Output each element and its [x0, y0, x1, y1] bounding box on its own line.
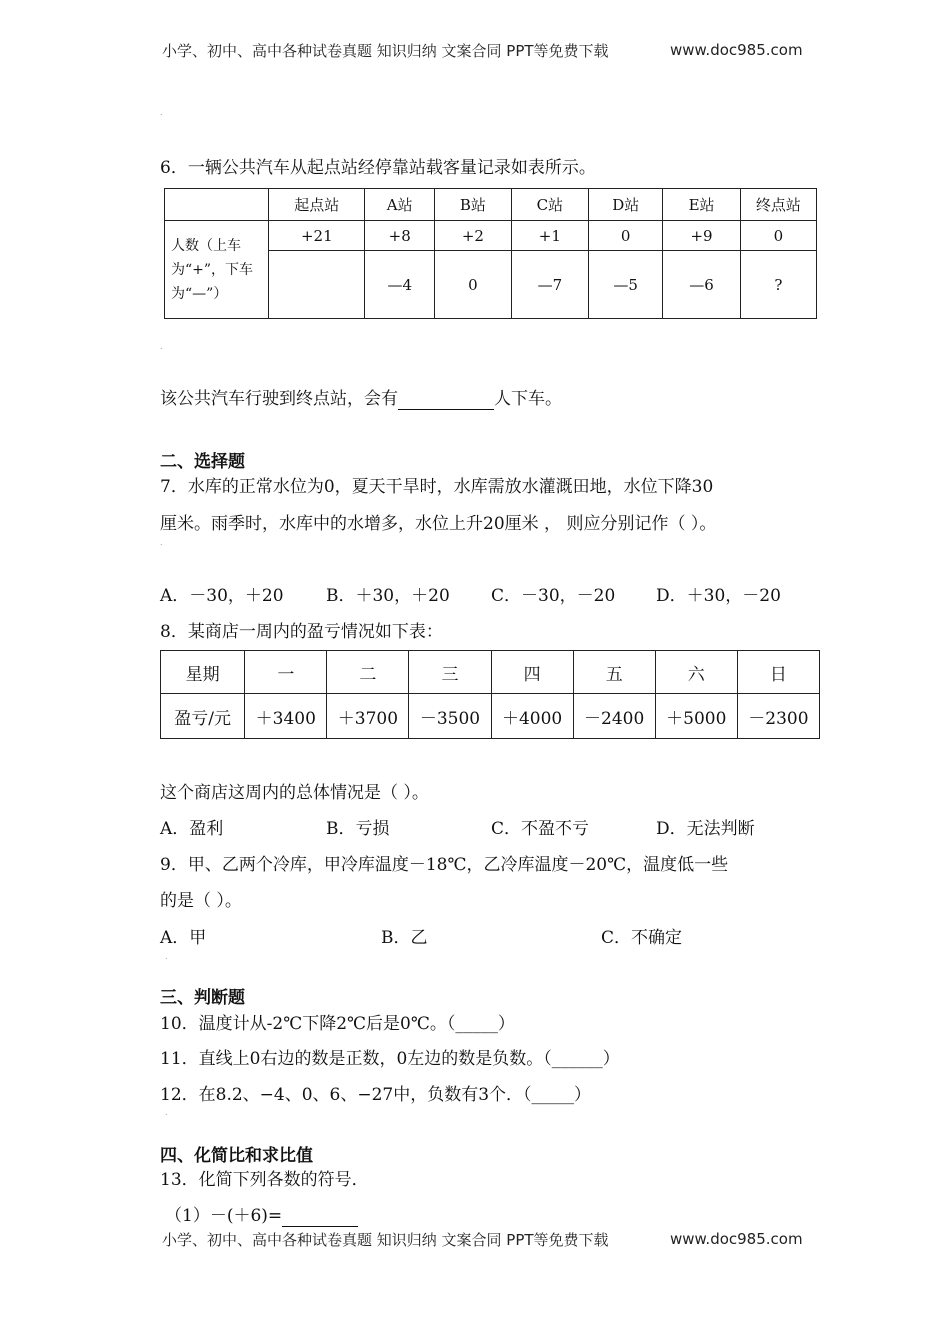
table-row-label: 盈亏/元 — [161, 694, 245, 739]
table-cell: ＋3700 — [327, 694, 409, 739]
table-header-cell: D站 — [589, 189, 663, 221]
table-cell: －2300 — [737, 694, 819, 739]
question-13: 13．化简下列各数的符号． — [160, 1170, 369, 1190]
table-header-cell: 日 — [737, 651, 819, 694]
question-9-line1: 9．甲、乙两个冷库，甲冷库温度－18℃，乙冷库温度－20℃，温度低一些 — [160, 855, 729, 875]
table-cell: +21 — [269, 221, 365, 251]
table-header-cell: B站 — [435, 189, 512, 221]
answer-blank[interactable] — [398, 389, 494, 410]
option-a[interactable]: A．甲 — [160, 928, 207, 948]
section-title: 三、判断题 — [160, 988, 245, 1008]
option-c[interactable]: C．－30，－20 — [491, 586, 616, 606]
option-b[interactable]: B．乙 — [381, 928, 428, 948]
question-7-line2: 厘米。雨季时，水库中的水增多，水位上升20厘米 ， 则应分别记作（ ）。 — [160, 514, 717, 534]
page-footer-text: 小学、初中、高中各种试卷真题 知识归纳 文案合同 PPT等免费下载 — [162, 1231, 609, 1249]
table-cell: —6 — [663, 251, 740, 319]
option-d[interactable]: D．无法判断 — [656, 819, 755, 839]
page-header-text: 小学、初中、高中各种试卷真题 知识归纳 文案合同 PPT等免费下载 — [162, 42, 609, 60]
question-9-line2: 的是（ ）。 — [160, 891, 242, 911]
section-title: 二、选择题 — [160, 452, 245, 472]
table-cell: ＋4000 — [491, 694, 573, 739]
table-header-cell: 三 — [409, 651, 491, 694]
table-cell: 0 — [435, 251, 512, 319]
table-header-cell: A站 — [365, 189, 435, 221]
question-10: 10．温度计从-2℃下降2℃后是0℃。（_____） — [160, 1014, 515, 1034]
answer-blank[interactable] — [282, 1206, 358, 1227]
table-cell: —7 — [511, 251, 588, 319]
table-header-cell: 终点站 — [740, 189, 816, 221]
bus-passenger-table — [164, 188, 817, 319]
question-6-answer — [160, 384, 562, 410]
option-b[interactable]: B．亏损 — [326, 819, 390, 839]
table-cell: ＋5000 — [655, 694, 737, 739]
question-7-line1: 7．水库的正常水位为0，夏天干旱时，水库需放水灌溉田地，水位下降30 — [160, 477, 714, 497]
table-cell: +9 — [663, 221, 740, 251]
table-cell: —4 — [365, 251, 435, 319]
option-a[interactable]: A．盈利 — [160, 819, 224, 839]
option-c[interactable]: C．不盈不亏 — [491, 819, 590, 839]
item-label: （1）－(＋6)= — [165, 1206, 283, 1226]
option-b[interactable]: B．＋30，＋20 — [326, 586, 450, 606]
table-cell: 0 — [589, 221, 663, 251]
answer-suffix: 人下车。 — [494, 389, 562, 409]
option-d[interactable]: D．＋30，－20 — [656, 586, 781, 606]
table-cell: —5 — [589, 251, 663, 319]
question-8: 8．某商店一周内的盈亏情况如下表： — [160, 622, 443, 642]
table-cell: －2400 — [573, 694, 655, 739]
table-header-cell: 五 — [573, 651, 655, 694]
marker-dot: . — [160, 538, 163, 547]
table-header-cell: 星期 — [161, 651, 245, 694]
table-header-cell: 起点站 — [269, 189, 365, 221]
option-a[interactable]: A．－30，＋20 — [160, 586, 284, 606]
table-cell: 0 — [740, 221, 816, 251]
marker-dot: . — [165, 1108, 168, 1117]
table-corner — [165, 189, 269, 221]
question-11: 11．直线上0右边的数是正数，0左边的数是负数。（______） — [160, 1049, 620, 1069]
section-title: 四、化简比和求比值 — [160, 1146, 313, 1166]
option-c[interactable]: C．不确定 — [601, 928, 683, 948]
question-8-prompt: 这个商店这周内的总体情况是（ ）。 — [160, 783, 429, 803]
table-cell: －3500 — [409, 694, 491, 739]
question-6: 6．一辆公共汽车从起点站经停靠站载客量记录如表所示。 — [160, 158, 596, 178]
table-cell: +2 — [435, 221, 512, 251]
page-footer-url: www.doc985.com — [670, 1230, 803, 1248]
page-header-url: www.doc985.com — [670, 41, 803, 59]
marker-dot: . — [160, 342, 163, 351]
question-13-item-1 — [165, 1201, 358, 1227]
table-header-cell: 六 — [655, 651, 737, 694]
question-12: 12．在8.2、−4、0、6、−27中，负数有3个．（_____） — [160, 1085, 592, 1105]
table-header-cell: E站 — [663, 189, 740, 221]
table-cell — [269, 251, 365, 319]
table-row-label: 人数（上车为“+”，下车为“—”） — [165, 221, 269, 319]
table-header-cell: 一 — [245, 651, 327, 694]
table-cell: ＋3400 — [245, 694, 327, 739]
table-cell: ? — [740, 251, 816, 319]
table-header-cell: 二 — [327, 651, 409, 694]
answer-prefix: 该公共汽车行驶到终点站，会有 — [160, 389, 398, 409]
table-header-cell: C站 — [511, 189, 588, 221]
marker-dot: . — [160, 108, 163, 117]
table-header-cell: 四 — [491, 651, 573, 694]
weekly-profit-table — [160, 650, 820, 739]
table-cell: +1 — [511, 221, 588, 251]
marker-dot: . — [165, 952, 168, 961]
table-cell: +8 — [365, 221, 435, 251]
